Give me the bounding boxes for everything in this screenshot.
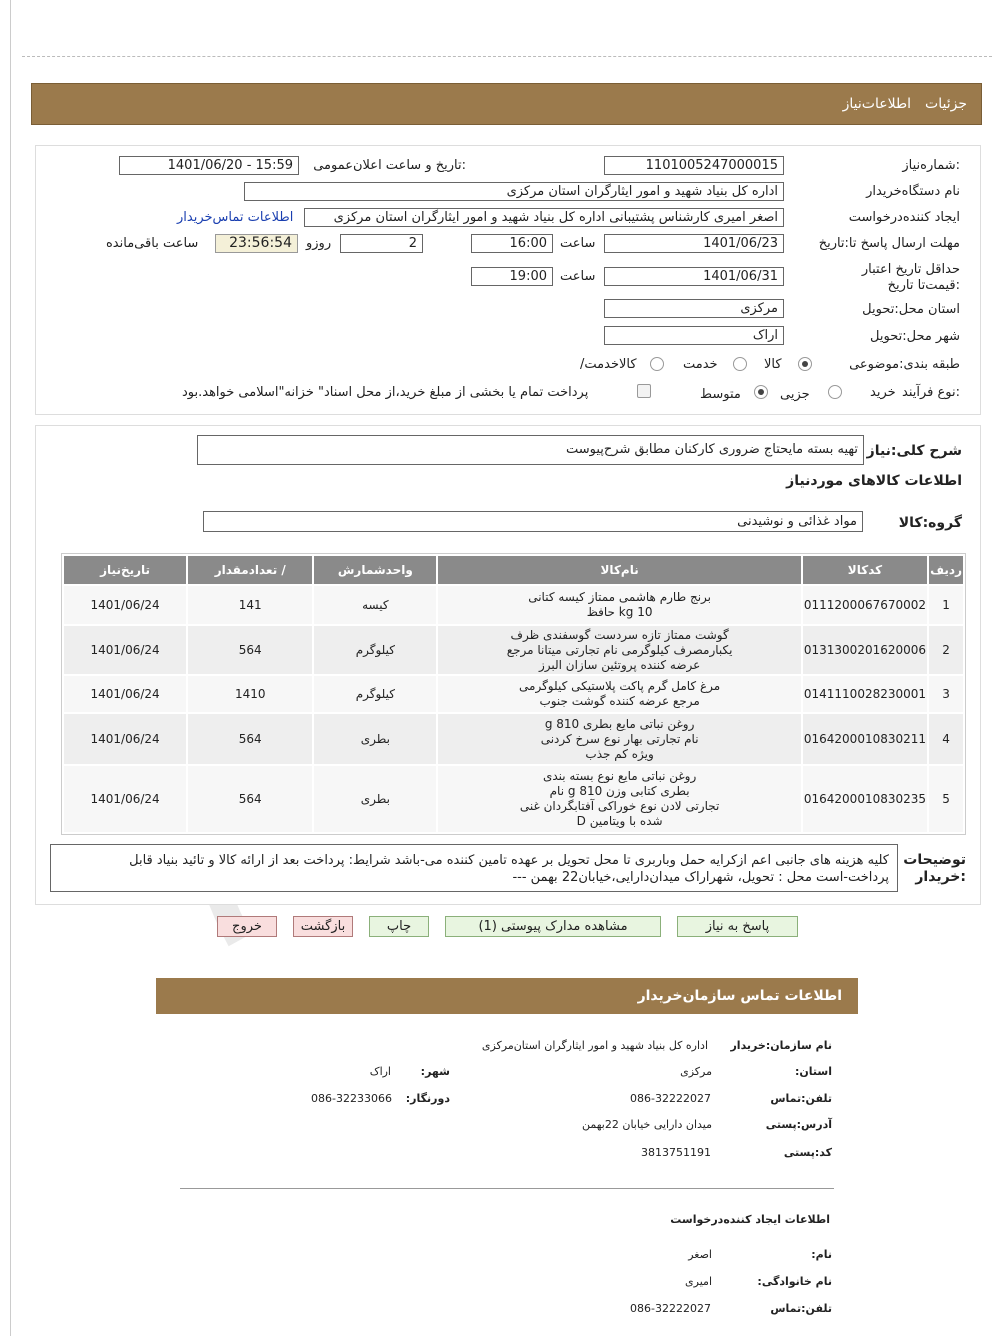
cell-row: 1: [929, 586, 963, 624]
contact-phone-value: 086-32222027: [630, 1092, 711, 1105]
contact-province-value: مرکزی: [680, 1065, 712, 1078]
process-minor-label: جزیی: [780, 387, 810, 402]
name-line: تجارتی لادن نوع خوراکی آفتابگردان غنی: [519, 799, 720, 813]
cell-qty: 564: [188, 626, 312, 674]
cell-date: 1401/06/24: [64, 586, 186, 624]
creator-phone-value: 086-32222027: [630, 1302, 711, 1315]
treasury-payment-note: پرداخت تمام یا بخشی از مبلغ خرید،از محل اسناد" خزانه"اسلامی خواهد.بود: [182, 385, 589, 400]
cell-code: 0164200010830235: [803, 766, 927, 832]
validity-label: حداقل تاریخ اعتبار قیمت‌تا تاریخ:: [861, 262, 960, 293]
table-row: [64, 766, 963, 832]
cell-name: [438, 586, 800, 624]
name-line: 10 kg حافظ: [586, 605, 653, 619]
print-button[interactable]: چاپ: [369, 916, 429, 937]
creator-name-label: نام:: [811, 1248, 832, 1261]
cell-row: 5: [929, 766, 963, 832]
cell-date: 1401/06/24: [64, 714, 186, 764]
deadline-date-field: 1401/06/23: [604, 234, 784, 253]
process-medium-radio[interactable]: [754, 385, 768, 399]
table-row: [64, 626, 963, 674]
category-goods-service-label: /کالاخدمت: [580, 357, 637, 372]
need-number-field: 1101005247000015: [604, 156, 784, 175]
category-goods-label: کالا: [764, 357, 782, 372]
buyer-contact-title: اطلاعات تماس سازمان‌خریدار: [637, 988, 842, 1004]
table-row: [64, 586, 963, 624]
col-header-date: تاریخ‌نیاز: [64, 556, 186, 584]
province-label: استان محل:تحویل: [862, 302, 960, 317]
creator-info-title: اطلاعات ایجاد کننده‌درخواست: [670, 1213, 830, 1226]
table-row: [64, 714, 963, 764]
cell-qty: 1410: [188, 676, 312, 712]
col-header-row: ردیف: [929, 556, 963, 584]
cell-date: 1401/06/24: [64, 676, 186, 712]
page-header-bar: [31, 83, 982, 125]
col-header-name: نام‌کالا: [438, 556, 800, 584]
cell-name: [438, 626, 800, 674]
contact-org-value: اداره کل بنیاد شهید و امور ایثارگران استان‌مرکزی: [481, 1039, 708, 1052]
deadline-label: مهلت ارسال پاسخ تا:تاریخ: [818, 236, 960, 251]
goods-group-field: مواد غذائی و نوشیدنی: [203, 511, 863, 532]
name-line: مرغ کامل گرم پاکت پلاستیکی کیلوگرمی: [519, 679, 721, 693]
province-field: مرکزی: [604, 299, 784, 318]
summary-field: تهیه بسته مایحتاج ضروری کارکنان مطابق شرح‌پیوست: [197, 435, 864, 465]
cell-unit: کیسه: [314, 586, 436, 624]
cell-date: 1401/06/24: [64, 766, 186, 832]
deadline-time-field: 16:00: [471, 234, 553, 253]
cell-row: 4: [929, 714, 963, 764]
cell-code: 0164200010830211: [803, 714, 927, 764]
contact-divider: [180, 1188, 834, 1189]
process-buy-label: خرید: [870, 385, 896, 400]
cell-unit: بطری: [314, 714, 436, 764]
buyer-contact-link[interactable]: اطلاعات تماس‌خریدار: [177, 210, 294, 225]
cell-code: 0111200067670002: [803, 586, 927, 624]
contact-org-label: نام سازمان:خریدار: [730, 1039, 832, 1052]
name-line: برنج طارم هاشمی ممتاز کیسه کتانی: [528, 590, 711, 604]
remaining-timer: 23:56:54: [215, 234, 298, 253]
top-divider: [22, 56, 992, 57]
cell-qty: 564: [188, 714, 312, 764]
name-line: نام تجارتی بهار نوع سرخ کردنی: [540, 731, 699, 746]
cell-qty: 141: [188, 586, 312, 624]
category-label: طبقه بندی:موضوعی: [849, 357, 960, 372]
name-line: عرضه کننده پروتئین سازان البرز: [538, 657, 701, 672]
summary-label: شرح کلی:نیاز: [866, 443, 962, 459]
name-line: روغن نباتی مایع نوع بسته بندی: [542, 769, 697, 783]
contact-city-label: شهر:: [420, 1065, 450, 1078]
cell-code: 0131300201620006: [803, 626, 927, 674]
validity-date-field: 1401/06/31: [604, 267, 784, 286]
name-line: یکبارمصرف کیلوگرمی نام تجارتی میتانا مرجع: [506, 642, 733, 657]
name-line: ویژه کم جذب: [585, 746, 654, 761]
name-line: شده با ویتامین D: [576, 814, 663, 828]
category-goods-service-radio[interactable]: [650, 357, 664, 371]
tab-need-info[interactable]: اطلاعات‌نیاز: [842, 96, 911, 112]
reply-button[interactable]: پاسخ به نیاز: [677, 916, 798, 937]
notes-line-1: کلیه هزینه های جانبی اعم ازکرایه حمل وباربری تا محل تحویل بر عهده تامین کننده می-باشد شرایط: پرداخت بعد از ارائه کالا و تائید بنیاد قابل: [129, 853, 889, 868]
buyer-contact-bar: [156, 978, 858, 1014]
buyer-notes-label: توضیحات خریدار:: [903, 852, 966, 885]
contact-address-value: میدان دارایی خیابان 22بهمن: [582, 1118, 712, 1131]
creator-family-value: امیری: [685, 1275, 712, 1288]
cell-qty: 564: [188, 766, 312, 832]
days-field: 2: [340, 234, 423, 253]
contact-phone-label: تلفن:تماس: [770, 1092, 832, 1105]
cell-row: 3: [929, 676, 963, 712]
items-table-wrapper: [61, 553, 966, 835]
buyer-notes-box: [50, 844, 898, 892]
creator-phone-label: تلفن:تماس: [770, 1302, 832, 1315]
cell-unit: بطری: [314, 766, 436, 832]
contact-city-value: اراک: [369, 1065, 391, 1078]
exit-button[interactable]: خروج: [217, 916, 277, 937]
creator-field: اصغر امیری کارشناس پشتیبانی اداره کل بنیاد شهید و امور ایثارگران استان مرکزی: [304, 208, 784, 227]
process-minor-radio[interactable]: [828, 385, 842, 399]
contact-fax-label: دورنگار:: [405, 1092, 450, 1105]
table-row: [64, 676, 963, 712]
name-line: گوشت ممتاز تازه سردست گوسفندی ظرف: [510, 627, 729, 642]
category-service-radio[interactable]: [733, 357, 747, 371]
announce-date-label: تاریخ و ساعت اعلان‌عمومی:: [313, 158, 466, 173]
cell-code: 0141110028230001: [803, 676, 927, 712]
creator-name-value: اصغر: [688, 1248, 712, 1261]
city-field: اراک: [604, 326, 784, 345]
back-button[interactable]: بازگشت: [293, 916, 353, 937]
cell-unit: کیلوگرم: [314, 676, 436, 712]
announce-date-field: 1401/06/20 - 15:59: [119, 156, 299, 175]
goods-group-label: گروه:کالا: [898, 515, 962, 531]
days-label: روزو: [306, 236, 332, 251]
deadline-time-label: ساعت: [560, 236, 596, 251]
validity-time-field: 19:00: [471, 267, 553, 286]
name-line: مرجع عرضه کننده گوشت جنوب: [539, 694, 700, 708]
need-number-label: شماره‌نیاز:: [902, 158, 960, 173]
cell-unit: کیلوگرم: [314, 626, 436, 674]
process-medium-label: متوسط: [700, 387, 741, 402]
buyer-org-label: نام دستگاه‌خریدار: [866, 184, 960, 199]
creator-label: ایجاد کننده‌درخواست: [848, 210, 960, 225]
col-header-unit: واحدشمارش: [314, 556, 436, 584]
city-label: شهر محل:تحویل: [870, 329, 960, 344]
goods-info-title: اطلاعات کالاهای موردنیاز: [786, 473, 962, 489]
col-header-qty: / تعدادمقدار: [188, 556, 312, 584]
view-attachments-button[interactable]: مشاهده مدارک پیوستی (1): [445, 916, 661, 937]
contact-address-label: آدرس:پستی: [765, 1118, 832, 1131]
contact-postal-value: 3813751191: [641, 1146, 711, 1159]
left-border-line: [10, 0, 11, 1336]
notes-line-2: پرداخت-است محل : تحویل، شهراراک میدان‌دارایی،خیابان22 بهمن ---: [512, 870, 889, 885]
category-service-label: خدمت: [683, 357, 718, 372]
name-line: بطری کتابی وزن 810 g نام: [549, 784, 690, 798]
treasury-payment-checkbox[interactable]: [637, 384, 651, 398]
tab-details[interactable]: جزئیات: [925, 96, 967, 112]
cell-date: 1401/06/24: [64, 626, 186, 674]
cell-row: 2: [929, 626, 963, 674]
category-goods-radio[interactable]: [798, 357, 812, 371]
contact-postal-label: کد:پستی: [783, 1146, 832, 1159]
process-label: نوع فرآیند:: [902, 385, 960, 400]
items-table: [62, 554, 965, 834]
remaining-label: ساعت باقی‌مانده: [106, 236, 199, 251]
validity-time-label: ساعت: [560, 269, 596, 284]
contact-province-label: استان:: [795, 1065, 832, 1078]
creator-family-label: نام خانوادگی:: [757, 1275, 832, 1288]
col-header-code: کدکالا: [803, 556, 927, 584]
cell-name: [438, 766, 800, 832]
contact-fax-value: 086-32233066: [311, 1092, 392, 1105]
cell-name: [438, 714, 800, 764]
buyer-org-field: اداره کل بنیاد شهید و امور ایثارگران استان مرکزی: [244, 182, 784, 201]
name-line: روغن نباتی مایع بطری 810 g: [544, 716, 695, 731]
cell-name: [438, 676, 800, 712]
